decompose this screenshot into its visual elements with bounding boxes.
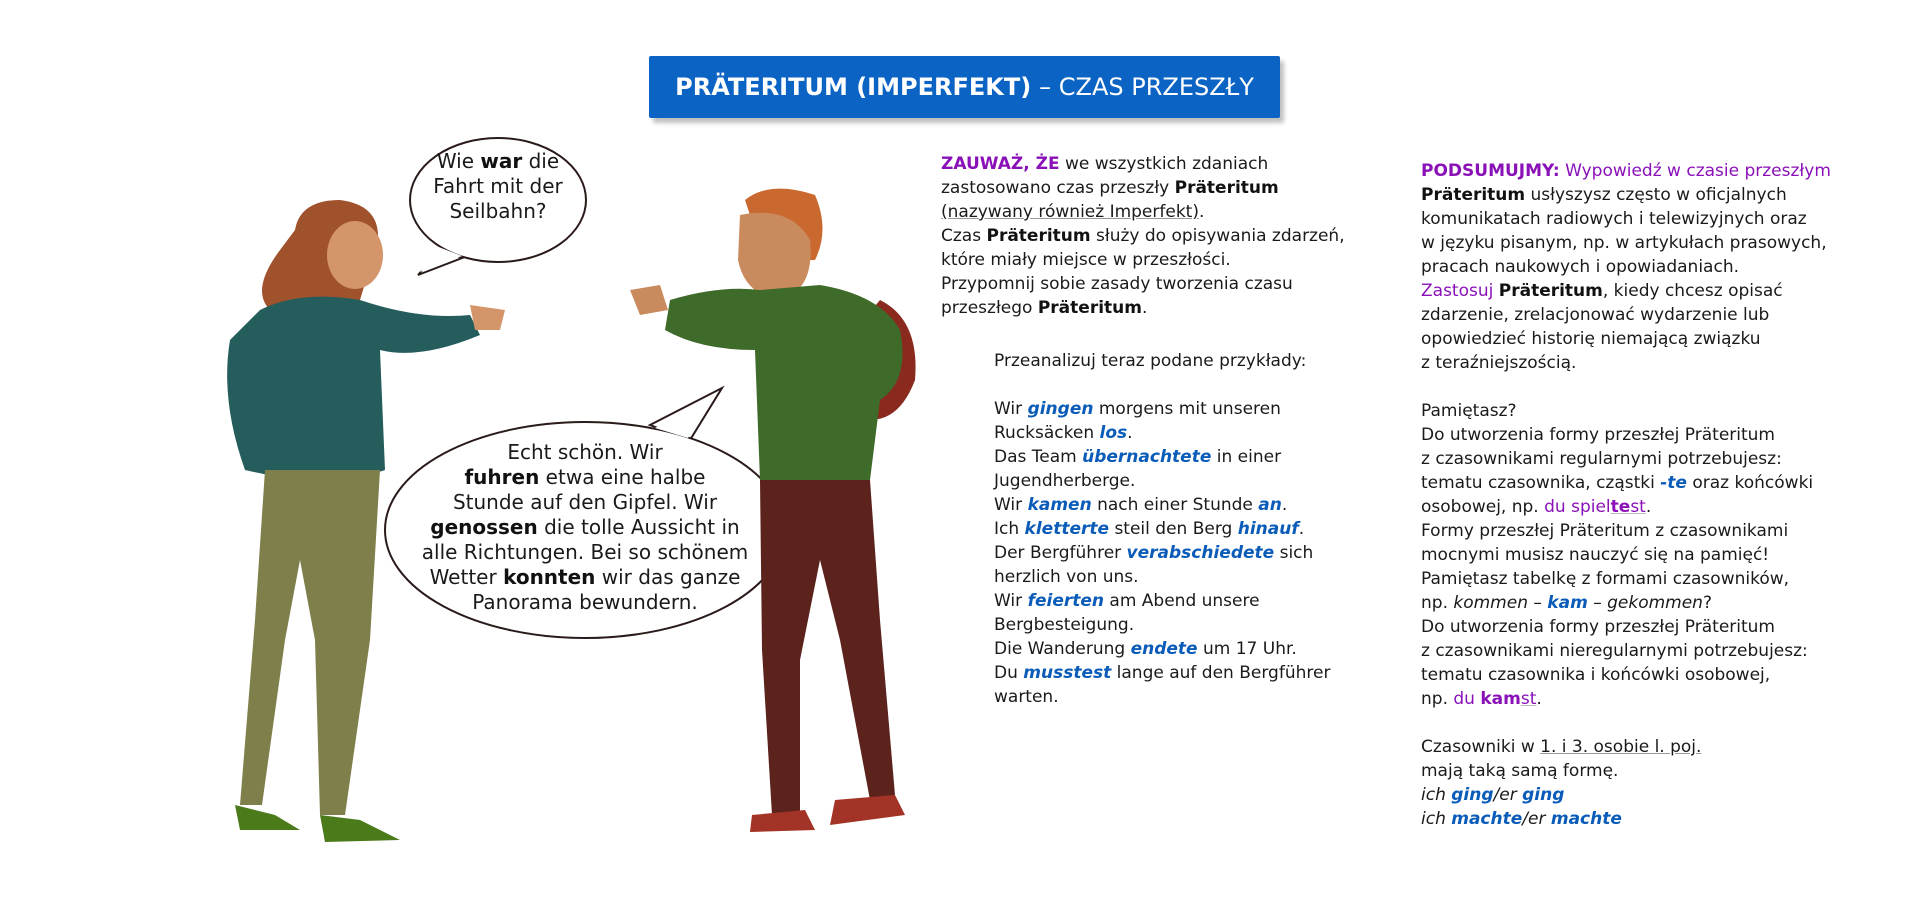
text-segment: komunikatach radiowych i telewizyjnych oraz [1421,209,1807,229]
text-segment: Jugendherberge. [994,471,1136,491]
text-segment: . [1198,202,1205,222]
text-segment: z teraźniejszością. [1421,353,1577,373]
text-line [395,465,775,490]
text-line [1421,783,1831,807]
text-line [994,445,1330,469]
text-segment: Stunde auf den Gipfel. Wir [452,490,718,514]
text-segment: herzlich von uns. [994,567,1139,587]
text-segment: nach einer Stunde [1091,495,1259,515]
text-segment: Czasowniki w [1421,737,1541,757]
text-line [1421,183,1831,207]
text-segment: przeszłego [941,298,1038,318]
examples-list [994,349,1330,709]
text-segment: Wypowiedź w czasie przeszłym [1559,161,1831,181]
text-line [941,176,1345,200]
text-segment: wir das ganze [595,565,741,589]
highlighted-verb: ging [1451,785,1494,805]
text-segment: zdarzenie, zrelacjonować wydarzenie lub [1421,305,1770,325]
text-segment: służy do opisywania zdarzeń, [1090,226,1345,246]
text-segment: osobowej, np. [1421,497,1545,517]
highlighted-verb: los [1099,423,1128,443]
text-line [1421,471,1831,495]
text-line [1421,159,1831,183]
title-rest: – CZAS PRZESZŁY [1039,73,1254,101]
text-segment: np. [1421,593,1454,613]
title-bold: PRÄTERITUM (IMPERFEKT) [675,73,1032,101]
text-segment: tematu czasownika i końcówki osobowej, [1421,665,1771,685]
text-segment: Zastosuj [1421,281,1494,301]
text-segment: kommen [1453,593,1528,613]
text-line [994,661,1330,685]
text-line [1421,327,1831,351]
text-line [1421,735,1831,759]
text-segment: Du [994,663,1024,683]
text-line [994,637,1330,661]
text-segment: am Abend unsere [1104,591,1260,611]
text-segment: Wie [436,149,481,173]
text-segment: st [1630,497,1646,517]
text-line [941,152,1345,176]
text-segment: du spiel [1544,497,1611,517]
intro-paragraph [941,152,1345,320]
text-segment: Wir [994,495,1028,515]
text-segment: mają taką samą formę. [1421,761,1619,781]
text-segment: Seilbahn? [449,199,547,223]
page-title [649,56,1280,118]
text-segment: Echt schön. Wir [507,440,663,464]
text-line [1421,567,1831,591]
highlighted-verb: an [1258,495,1282,515]
text-line [395,540,775,565]
text-segment: Der Bergführer [994,543,1127,563]
highlighted-verb: ging [1522,785,1565,805]
highlighted-verb: endete [1130,639,1198,659]
highlighted-verb: übernachtete [1082,447,1212,467]
text-segment: Wir [994,399,1028,419]
highlighted-verb: musstest [1023,663,1112,683]
text-line [941,248,1345,272]
text-line [1421,399,1831,423]
text-segment: opowiedzieć historię niemającą związku [1421,329,1761,349]
text-line [994,493,1330,517]
text-segment: lange auf den Bergführer [1111,663,1331,683]
text-line [1421,711,1831,735]
text-line [1421,687,1831,711]
text-segment: które miały miejsce w przeszłości. [941,250,1231,270]
text-segment: – [1527,593,1548,613]
highlighted-verb: -te [1660,473,1687,493]
text-line [994,469,1330,493]
text-line [395,590,775,615]
text-segment: pracach naukowych i opowiadaniach. [1421,257,1739,277]
text-segment: Wir [994,591,1028,611]
text-segment: Przypomnij sobie zasady tworzenia czasu [941,274,1293,294]
text-segment: st [1520,689,1537,709]
text-segment: sich [1274,543,1314,563]
text-line [1421,543,1831,567]
text-segment: etwa eine halbe [539,465,706,489]
highlighted-verb: machte [1550,809,1622,829]
text-line [994,685,1330,709]
bubble-small-text [410,149,586,224]
highlighted-verb: hinauf [1237,519,1299,539]
text-line [941,296,1345,320]
text-line [1421,759,1831,783]
text-line [994,349,1330,373]
text-line [941,200,1345,224]
text-segment: ZAUWAŻ, ŻE [941,154,1060,174]
text-segment: ? [1702,593,1712,613]
text-segment: Präteritum [1037,298,1142,318]
text-segment: Ich [994,519,1025,539]
text-segment: Präteritum [986,226,1091,246]
text-line [994,373,1330,397]
text-segment: Präteritum [1498,281,1603,301]
text-segment: . [1127,423,1133,443]
highlighted-verb: kam [1547,593,1588,613]
text-line [395,515,775,540]
bubble-large-text [395,440,775,615]
text-segment: Pamiętasz tabelkę z formami czasowników, [1421,569,1790,589]
text-segment: mocnymi musisz nauczyć się na pamięć! [1421,545,1770,565]
text-segment: Przeanalizuj teraz podane przykłady: [994,351,1307,371]
text-line [1421,231,1831,255]
text-segment: oraz końcówki [1686,473,1814,493]
text-line [1421,639,1831,663]
text-segment: die tolle Aussicht in [537,515,740,539]
text-segment: die [522,149,560,173]
text-line [1421,255,1831,279]
text-segment: fuhren [464,465,540,489]
text-segment: Die Wanderung [994,639,1131,659]
text-segment: Formy przeszłej Präteritum z czasownikami [1421,521,1789,541]
text-line [994,397,1330,421]
text-segment: . [1536,689,1542,709]
text-line [410,199,586,224]
text-segment: te [1610,497,1631,517]
text-segment: Panorama bewundern. [472,590,698,614]
text-line [395,440,775,465]
text-segment: z czasownikami regularnymi potrzebujesz: [1421,449,1782,469]
highlighted-verb: kamen [1027,495,1092,515]
text-segment: Präteritum [1174,178,1279,198]
text-line [1421,495,1831,519]
highlighted-verb: feierten [1027,591,1104,611]
text-line [994,565,1330,589]
text-segment: Fahrt mit der [433,174,563,198]
text-segment: . [1298,519,1305,539]
text-segment: Präteritum [1421,185,1526,205]
text-segment: Wetter [429,565,504,589]
text-line [1421,375,1831,399]
text-line [994,613,1330,637]
text-segment: alle Richtungen. Bei so schönem [421,540,749,564]
highlighted-verb: gingen [1027,399,1094,419]
highlighted-verb: kletterte [1024,519,1110,539]
text-segment: ich [1421,809,1452,829]
text-segment: . [1141,298,1148,318]
text-segment: in einer [1211,447,1282,467]
text-line [1421,351,1831,375]
text-segment: /er [1522,809,1551,829]
text-line [941,272,1345,296]
text-segment: warten. [994,687,1059,707]
text-segment: Do utworzenia formy przeszłej Präteritum [1421,425,1775,445]
text-segment: Rucksäcken [994,423,1100,443]
text-segment: konnten [503,565,596,589]
highlighted-verb: verabschiedete [1126,543,1275,563]
text-segment: usłyszysz często w oficjalnych [1525,185,1787,205]
text-segment: kam [1480,689,1521,709]
text-segment: morgens mit unseren [1093,399,1281,419]
text-segment: np. [1421,689,1454,709]
text-segment: 1. i 3. osobie l. poj. [1540,737,1702,757]
text-line [1421,423,1831,447]
text-line [994,517,1330,541]
text-segment: um 17 Uhr. [1197,639,1297,659]
text-line [1421,807,1831,831]
text-segment: war [480,149,523,173]
text-segment: Pamiętasz? [1421,401,1517,421]
text-segment: – [1587,593,1608,613]
text-segment: Do utworzenia formy przeszłej Präteritum [1421,617,1775,637]
text-segment: PODSUMUJMY: [1421,161,1560,181]
text-segment: Das Team [994,447,1083,467]
text-line [994,421,1330,445]
text-line [1421,279,1831,303]
text-line [994,541,1330,565]
text-segment: . [1281,495,1288,515]
text-segment: gekommen [1607,593,1703,613]
text-segment: we wszystkich zdaniach [1059,154,1269,174]
text-line [1421,519,1831,543]
text-line [395,490,775,515]
text-line [1421,591,1831,615]
text-line [410,149,586,174]
text-segment: /er [1493,785,1523,805]
text-segment: (nazywany również Imperfekt) [941,202,1199,222]
text-segment: z czasownikami nieregularnymi potrzebujesz: [1421,641,1808,661]
text-segment: du [1453,689,1481,709]
text-segment: ich [1421,785,1452,805]
text-segment: zastosowano czas przeszły [941,178,1175,198]
text-segment: w języku pisanym, np. w artykułach prasowych, [1421,233,1827,253]
text-line [1421,303,1831,327]
text-line [1421,447,1831,471]
text-line [1421,615,1831,639]
text-segment: . [1645,497,1652,517]
text-segment: genossen [430,515,538,539]
text-line [395,565,775,590]
text-segment: , kiedy chcesz opisać [1602,281,1783,301]
text-line [410,174,586,199]
highlighted-verb: machte [1451,809,1523,829]
text-line [994,589,1330,613]
text-segment: Bergbesteigung. [994,615,1135,635]
text-line [1421,207,1831,231]
text-segment: Czas [941,226,987,246]
summary-paragraph [1421,159,1831,831]
text-segment: steil den Berg [1109,519,1238,539]
text-line [941,224,1345,248]
text-segment: tematu czasownika, cząstki [1421,473,1661,493]
text-line [1421,663,1831,687]
